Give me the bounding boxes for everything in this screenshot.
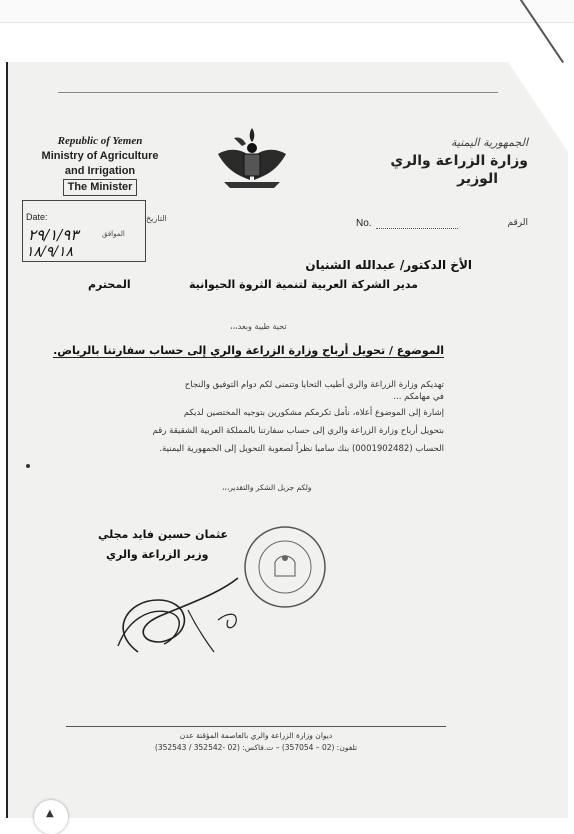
footer-rule	[66, 726, 446, 727]
top-rule	[58, 92, 498, 93]
addressee-title: مدير الشركة العربية لتنمية الثروة الحيوانية	[188, 278, 418, 291]
handwritten-date-gregorian: ١٨/٩/١٨	[26, 244, 74, 260]
arabic-letterhead	[348, 136, 528, 187]
subject-line: الموضوع / تحويل أرباح وزارة الزراعة والري إلى حساب سفارتنا بالرياض.	[53, 344, 444, 357]
english-header-line4: The Minister	[63, 179, 138, 196]
body-paragraph1-line1: تهديكم وزارة الزراعة والري أطيب التحايا وتتمنى لكم دوام التوفيق والنجاح	[184, 380, 444, 390]
body-paragraph1-line2: في مهامكم ...	[393, 392, 444, 402]
letter-page	[6, 62, 568, 818]
addressee-name: الأخ الدكتور/ عبدالله الشنيان	[305, 258, 472, 272]
signatory-title: وزير الزراعة والري	[106, 548, 209, 561]
date-label: Date:	[26, 212, 48, 222]
greeting: تحية طيبة وبعد،،،	[230, 322, 287, 331]
english-letterhead	[30, 134, 170, 196]
arabic-header-line3: الوزير	[457, 171, 498, 187]
body-paragraph2-line2: بتحويل أرباح وزارة الزراعة والري إلى حساب سفارتنا بالمملكة العربية الشقيقة رقم	[152, 426, 444, 436]
number-label: No.	[356, 218, 372, 229]
hijri-label: الموافق	[102, 230, 125, 238]
english-header-line3: and Irrigation	[64, 165, 136, 177]
handwritten-date-hijri: ٢٩/١/٩٣	[28, 226, 79, 244]
viewer-top-bar	[0, 0, 574, 23]
body-paragraph2-line1: إشارة إلى الموضوع أعلاه، نأمل تكرمكم مشكورين بتوجيه المختصين لديكم	[183, 408, 444, 418]
footer-phone: تلفون: (02 – 357054) – ت.فاكس: (02 -352542 / 352543)	[154, 743, 358, 752]
english-header-line1: Republic of Yemen	[57, 135, 143, 147]
footer-address: ديوان وزارة الزراعة والري بالعاصمة المؤقتة عدن	[179, 731, 333, 740]
ministry-seal-icon	[242, 524, 328, 610]
number-line	[376, 228, 458, 229]
english-header-line2: Ministry of Agriculture	[41, 150, 159, 162]
number-label-arabic: الرقم	[507, 218, 528, 228]
addressee-honorific: المحترم	[88, 278, 131, 291]
yemen-eagle-emblem-icon	[214, 124, 290, 196]
chevron-up-icon: ▲	[46, 808, 54, 819]
date-label-arabic: التاريخ	[146, 214, 167, 223]
handwritten-signature-icon	[68, 560, 268, 664]
margin-mark	[26, 464, 30, 468]
footer	[66, 730, 446, 754]
body-paragraph2-line3: الحساب (0001902482) بنك سامبا نظراً لصعوبة التحويل إلى الجمهورية اليمنية.	[159, 444, 444, 454]
arabic-header-line2: وزارة الزراعة والري	[390, 153, 528, 169]
arabic-header-line1: الجمهورية اليمنية	[450, 136, 528, 149]
scroll-to-top-button[interactable]	[34, 800, 68, 834]
signatory-name: عثمان حسين فايد مجلي	[98, 528, 229, 541]
closing-line: ولكم جزيل الشكر والتقدير،،،	[222, 483, 312, 492]
